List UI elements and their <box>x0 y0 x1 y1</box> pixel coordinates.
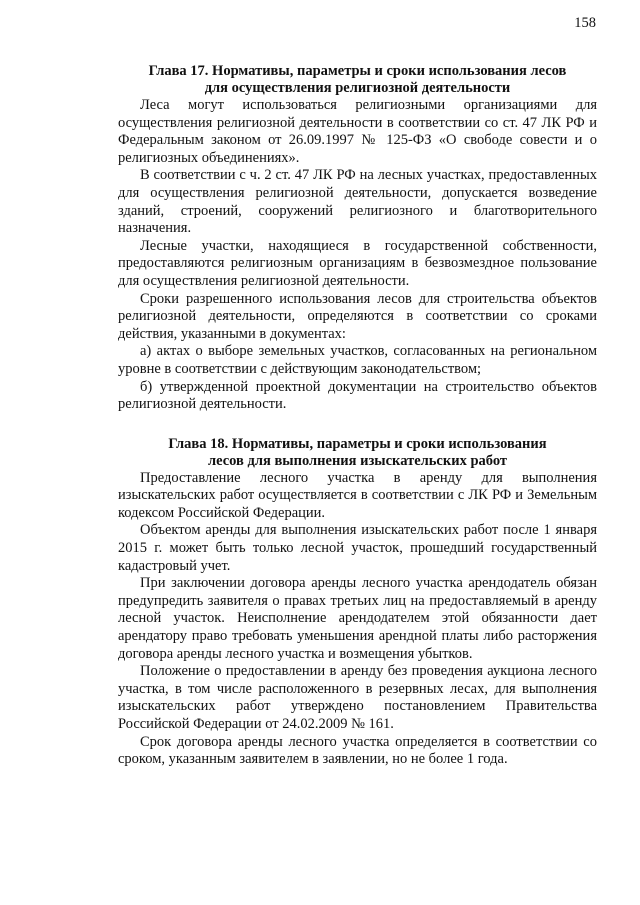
chapter-17-list-item-a: а) актах о выборе земельных участков, согласованных на региональном уровне в соответствии с действующим законодательством; <box>118 343 597 377</box>
chapter-18-paragraph: Объектом аренды для выполнения изыскательских работ после 1 января 2015 г. может быть только лесной участок, прошедший государственный кадастровый учет. <box>118 522 597 574</box>
chapter-17-paragraph: В соответствии с ч. 2 ст. 47 ЛК РФ на лесных участках, предоставленных для осуществления религиозной деятельности, допускается возведение зданий, строений, сооружений религиозного и благотворительного назначения. <box>118 167 597 237</box>
page-number: 158 <box>574 15 596 31</box>
page-content <box>118 63 597 769</box>
chapter-18-paragraph: Срок договора аренды лесного участка определяется в соответствии со сроком, указанным заявителем в заявлении, но не более 1 года. <box>118 733 597 768</box>
chapter-18-heading-line-2: лесов для выполнения изыскательских работ <box>207 452 508 469</box>
chapter-18-paragraph: Положение о предоставлении в аренду без проведения аукциона лесного участка, в том числе расположенного в резервных лесах, для выполнения изыскательских работ утверждено постановлением Правительства Российской Федерации от 24.02.2009 № 161. <box>118 663 597 732</box>
chapter-17-paragraph: Леса могут использоваться религиозными организациями для осуществления религиозной деятельности в соответствии со ст. 47 ЛК РФ и Федеральным законом от 26.09.1997 № 125-ФЗ «О свободе совести и о религиозных объединениях». <box>118 97 597 166</box>
chapter-18-heading-line-1: Глава 18. Нормативы, параметры и сроки использования <box>168 435 547 452</box>
chapter-17-heading <box>118 63 597 97</box>
chapter-17-heading-line-2: для осуществления религиозной деятельности <box>204 80 511 96</box>
chapter-17-paragraph: Лесные участки, находящиеся в государственной собственности, предоставляются религиозным организациям в безвозмездное пользование для осуществления религиозной деятельности. <box>118 237 597 289</box>
chapter-17-list-item-b: б) утвержденной проектной документации на строительство объектов религиозной деятельности. <box>118 378 597 413</box>
chapter-18-heading <box>118 436 597 470</box>
section-gap <box>118 414 597 436</box>
chapter-18-paragraph: При заключении договора аренды лесного участка арендодатель обязан предупредить заявителя о правах третьих лиц на предоставляемый в аренду лесной участок. Неисполнение арендодателем этой обязанности дает арендатору право требовать уменьшения арендной платы либо расторжения договора аренды лесного участка и возмещения убытков. <box>118 575 597 662</box>
chapter-17-heading-line-1: Глава 17. Нормативы, параметры и сроки использования лесов <box>148 63 567 79</box>
chapter-18-paragraph: Предоставление лесного участка в аренду для выполнения изыскательских работ осуществляется в соответствии с ЛК РФ и Земельным кодексом Российской Федерации. <box>118 469 597 521</box>
chapter-17-paragraph: Сроки разрешенного использования лесов для строительства объектов религиозной деятельности, определяются в соответствии со сроками действия, указанными в документах: <box>118 290 597 342</box>
